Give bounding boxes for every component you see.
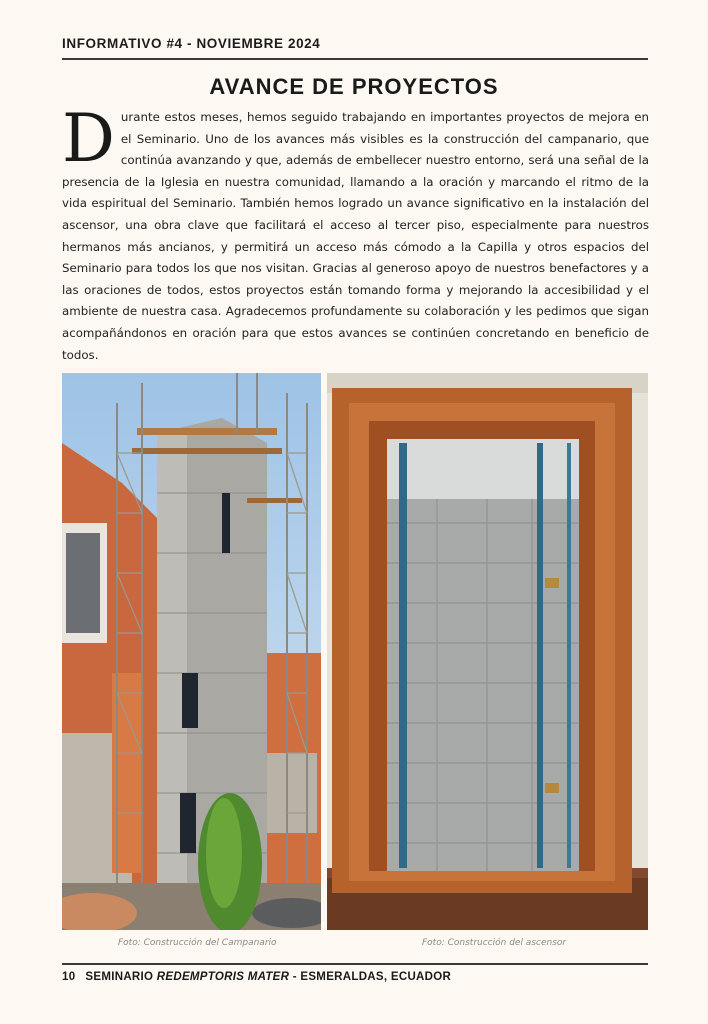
elevator-caption: Foto: Construcción del ascensor bbox=[422, 938, 567, 948]
footer-italic: REDEMPTORIS MATER bbox=[156, 971, 290, 983]
drop-cap: D bbox=[62, 100, 115, 177]
footer-suffix: - ESMERALDAS, ECUADOR bbox=[289, 971, 452, 983]
bell-tower-photo bbox=[62, 373, 321, 930]
page-footer bbox=[62, 971, 451, 983]
page-number: 10 bbox=[62, 971, 76, 983]
header-rule bbox=[62, 58, 648, 60]
article-body bbox=[62, 100, 649, 366]
footer-prefix: SEMINARIO bbox=[85, 971, 157, 983]
issue-header: INFORMATIVO #4 - NOVIEMBRE 2024 bbox=[62, 36, 321, 51]
footer-rule bbox=[62, 963, 648, 965]
bell-tower-caption: Foto: Construcción del Campanario bbox=[118, 938, 277, 948]
article-title: AVANCE DE PROYECTOS bbox=[209, 74, 499, 99]
elevator-photo bbox=[327, 373, 648, 930]
article-body-text: urante estos meses, hemos seguido trabajando en importantes proyectos de mejora en el Seminario. Uno de los avances más visibles es la construcción del campanario, que continúa avanzando y que, además de embellecer nuestro entorno, será una señal de la presencia de la Iglesia en nuestra comunidad, llamando a la oración y marcando el ritmo de la vida espiritual del Seminario. También hemos logrado un avance significativo en la instalación del ascensor, una obra clave que facilitará el acceso al tercer piso, especialmente para nuestros hermanos más ancianos, y permitirá un acceso más cómodo a la Capilla y otros espacios del Seminario para todos los que nos visitan. Gracias al generoso apoyo de nuestros benefactores y a las oraciones de todos, estos proyectos están tomando forma y mejorando la accesibilidad y el ambiente de nuestra casa. Agradecemos profundamente su colaboración y les pedimos que sigan acompañándonos en oración para que estos avances se continúen concretando en beneficio de todos. bbox=[62, 110, 649, 362]
